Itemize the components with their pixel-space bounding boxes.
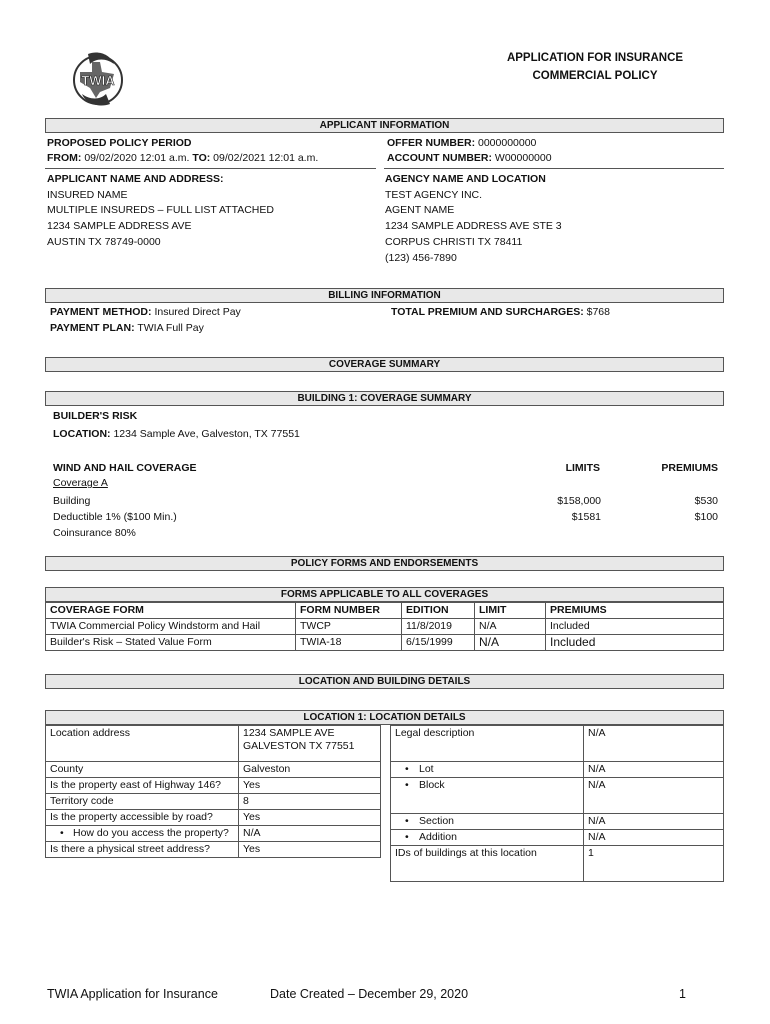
loc-label: Block <box>419 779 445 791</box>
table-row <box>391 830 724 846</box>
agency-line: 1234 SAMPLE ADDRESS AVE STE 3 <box>385 220 562 233</box>
coverage-row-label: Coinsurance 80% <box>53 527 136 539</box>
loc-value: Yes <box>239 778 381 794</box>
forms-cell: N/A <box>475 619 546 635</box>
bullet-icon: • <box>405 763 409 775</box>
name-address-line: INSURED NAME <box>47 188 128 201</box>
forms-cell: Builder's Risk – Stated Value Form <box>46 635 296 651</box>
loc-label: Is there a physical street address? <box>46 842 239 858</box>
doc-title-line2: COMMERCIAL POLICY <box>532 70 658 82</box>
total-label: TOTAL PREMIUM AND SURCHARGES: <box>391 306 584 318</box>
forms-cell: TWIA-18 <box>296 635 402 651</box>
agency-line: (123) 456-7890 <box>385 251 457 264</box>
table-row <box>391 846 724 882</box>
coverage-rows-premiums <box>640 493 718 525</box>
applicant-name-address <box>47 172 274 251</box>
coverage-summary-header: COVERAGE SUMMARY <box>45 357 724 372</box>
agency-line: CORPUS CHRISTI TX 78411 <box>385 235 523 248</box>
payment-plan-label: PAYMENT PLAN: <box>50 322 135 334</box>
twia-logo <box>70 48 128 108</box>
loc-value: Yes <box>239 842 381 858</box>
table-row <box>46 794 381 810</box>
agency-info <box>385 172 562 266</box>
limits-header: LIMITS <box>565 462 600 474</box>
table-row <box>46 810 381 826</box>
coverage-a-label: Coverage A <box>53 477 108 489</box>
premiums-header: PREMIUMS <box>661 462 718 474</box>
loc-value: Yes <box>239 810 381 826</box>
loc-value: 1234 SAMPLE AVE GALVESTON TX 77551 <box>239 726 381 762</box>
payment-plan-value: TWIA Full Pay <box>137 322 204 334</box>
loc-label-bullet <box>391 830 584 846</box>
forms-table <box>45 602 724 651</box>
loc-value: N/A <box>584 762 724 778</box>
offer-number <box>387 137 536 149</box>
location-left-table <box>45 725 381 858</box>
name-address-line: MULTIPLE INSUREDS – FULL LIST ATTACHED <box>47 204 274 217</box>
loc-value: N/A <box>584 726 724 762</box>
from-label: FROM: <box>47 152 82 164</box>
coverage-row-label: Building <box>53 495 91 507</box>
bullet-icon: • <box>405 831 409 843</box>
to-value: 09/02/2021 12:01 a.m. <box>213 152 319 164</box>
agency-line: TEST AGENCY INC. <box>385 188 483 201</box>
forms-cell: Included <box>546 635 724 651</box>
loc-value: 8 <box>239 794 381 810</box>
doc-title-line1: APPLICATION FOR INSURANCE <box>506 52 684 64</box>
loc-label: How do you access the property? <box>73 827 229 839</box>
page-number: 1 <box>679 987 686 1001</box>
coverage-row-premium: $530 <box>694 495 718 507</box>
forms-col-header: FORM NUMBER <box>296 603 402 619</box>
loc-label: Is the property east of Highway 146? <box>46 778 239 794</box>
table-row <box>46 762 381 778</box>
forms-cell: Included <box>546 619 724 635</box>
building-location <box>53 428 300 440</box>
loc-value: N/A <box>584 778 724 814</box>
table-row <box>391 778 724 814</box>
loc-label: Legal description <box>391 726 584 762</box>
location1-header: LOCATION 1: LOCATION DETAILS <box>45 710 724 725</box>
forms-table-header-row <box>46 603 724 619</box>
table-row <box>46 635 724 651</box>
loc-label-bullet <box>391 778 584 814</box>
offer-value: 0000000000 <box>478 137 537 149</box>
twia-logo-icon <box>70 48 128 108</box>
table-row <box>391 726 724 762</box>
loc-label: Location address <box>46 726 239 762</box>
location-label: LOCATION: <box>53 428 111 440</box>
offer-label: OFFER NUMBER: <box>387 137 476 149</box>
loc-label: Territory code <box>46 794 239 810</box>
doc-title <box>470 49 720 85</box>
to-label: TO: <box>192 152 211 164</box>
coverage-rows-limits <box>520 493 601 525</box>
loc-label: Section <box>419 815 455 827</box>
loc-value: 1 <box>584 846 724 882</box>
loc-value: N/A <box>239 826 381 842</box>
name-address-line: 1234 SAMPLE ADDRESS AVE <box>47 220 192 233</box>
coverage-row-label: Deductible 1% ($100 Min.) <box>53 511 177 523</box>
bullet-icon: • <box>405 815 409 827</box>
loc-label-bullet <box>391 762 584 778</box>
forms-cell: TWIA Commercial Policy Windstorm and Hail <box>46 619 296 635</box>
forms-cell: N/A <box>475 635 546 651</box>
payment-method <box>50 306 241 318</box>
loc-label-bullet <box>46 826 239 842</box>
divider <box>384 168 724 169</box>
total-value: $768 <box>586 306 610 318</box>
agency-line: AGENT NAME <box>385 204 455 217</box>
table-row <box>46 826 381 842</box>
table-row <box>46 778 381 794</box>
account-value: W00000000 <box>494 152 552 164</box>
location-building-header: LOCATION AND BUILDING DETAILS <box>45 674 724 689</box>
loc-label: Is the property accessible by road? <box>46 810 239 826</box>
agency-label: AGENCY NAME AND LOCATION <box>385 173 546 185</box>
table-row <box>391 814 724 830</box>
from-value: 09/02/2020 12:01 a.m. <box>84 152 190 164</box>
policy-period-label: PROPOSED POLICY PERIOD <box>47 137 192 149</box>
name-address-label: APPLICANT NAME AND ADDRESS: <box>47 173 224 185</box>
loc-label: Addition <box>419 831 457 843</box>
total-premium <box>391 306 610 318</box>
payment-plan <box>50 322 204 334</box>
loc-label-bullet <box>391 814 584 830</box>
name-address-line: AUSTIN TX 78749-0000 <box>47 235 161 248</box>
svg-text:TWIA: TWIA <box>81 73 115 88</box>
applicant-info-header: APPLICANT INFORMATION <box>45 118 724 133</box>
location-right-table <box>390 725 724 882</box>
forms-cell: 11/8/2019 <box>402 619 475 635</box>
forms-col-header: PREMIUMS <box>546 603 724 619</box>
loc-value: N/A <box>584 814 724 830</box>
account-label: ACCOUNT NUMBER: <box>387 152 492 164</box>
table-row <box>46 619 724 635</box>
coverage-rows-labels <box>53 493 177 541</box>
coverage-row-premium: $100 <box>694 511 718 523</box>
table-row <box>391 762 724 778</box>
footer-title: TWIA Application for Insurance <box>47 987 218 1001</box>
loc-value: N/A <box>584 830 724 846</box>
table-row <box>46 726 381 762</box>
forms-applicable-header: FORMS APPLICABLE TO ALL COVERAGES <box>45 587 724 602</box>
loc-label: Lot <box>419 763 434 775</box>
policy-period-dates <box>47 152 318 164</box>
wind-hail-label: WIND AND HAIL COVERAGE <box>53 462 197 474</box>
bullet-icon: • <box>60 827 64 839</box>
loc-label: County <box>46 762 239 778</box>
bullet-icon: • <box>405 779 409 791</box>
coverage-row-limit: $158,000 <box>557 495 601 507</box>
builders-risk-label: BUILDER'S RISK <box>53 410 138 422</box>
loc-value: Galveston <box>239 762 381 778</box>
table-row <box>46 842 381 858</box>
forms-cell: 6/15/1999 <box>402 635 475 651</box>
coverage-row-limit: $1581 <box>571 511 601 523</box>
location-value: 1234 Sample Ave, Galveston, TX 77551 <box>113 428 300 440</box>
divider <box>45 168 376 169</box>
payment-method-value: Insured Direct Pay <box>154 306 241 318</box>
forms-col-header: LIMIT <box>475 603 546 619</box>
billing-info-header: BILLING INFORMATION <box>45 288 724 303</box>
footer-date: Date Created – December 29, 2020 <box>270 987 469 1001</box>
account-number <box>387 152 552 164</box>
forms-cell: TWCP <box>296 619 402 635</box>
payment-method-label: PAYMENT METHOD: <box>50 306 152 318</box>
forms-col-header: EDITION <box>402 603 475 619</box>
building1-header: BUILDING 1: COVERAGE SUMMARY <box>45 391 724 406</box>
policy-forms-header: POLICY FORMS AND ENDORSEMENTS <box>45 556 724 571</box>
forms-col-header: COVERAGE FORM <box>46 603 296 619</box>
loc-label: IDs of buildings at this location <box>391 846 584 882</box>
